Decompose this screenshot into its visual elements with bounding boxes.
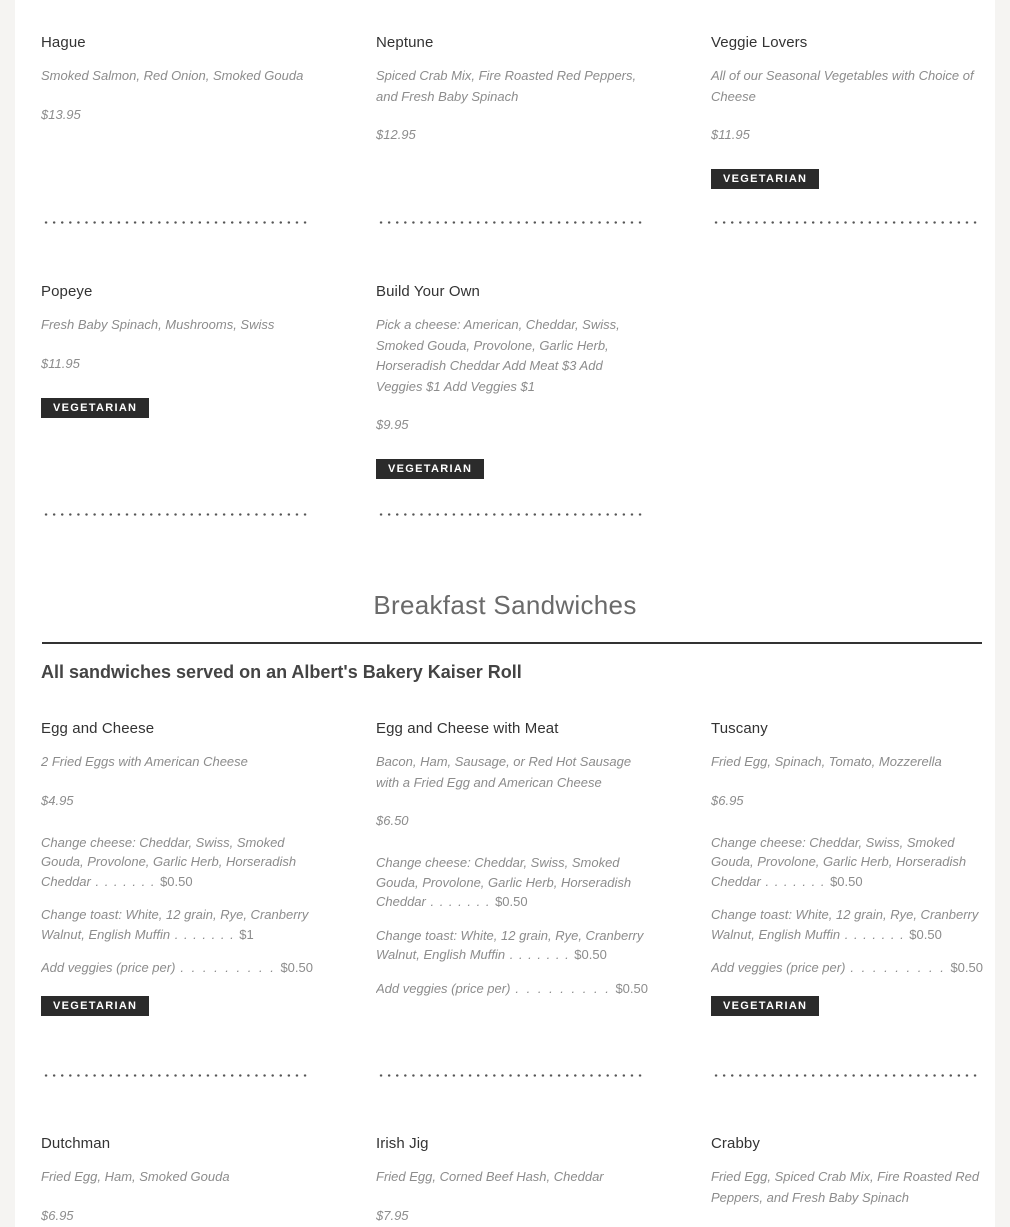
option-price: $0.50: [574, 947, 607, 962]
item-price: $11.95: [41, 355, 80, 371]
option-text: Add veggies (price per): [711, 960, 846, 975]
option-leader: . . . . . . .: [170, 926, 240, 942]
dotted-divider: [712, 221, 980, 224]
item-name: Tuscany: [711, 720, 768, 737]
item-name: Crabby: [711, 1135, 760, 1152]
item-description: Fried Egg, Ham, Smoked Gouda: [41, 1169, 230, 1184]
menu-item: [41, 719, 321, 1016]
item-options: [376, 853, 648, 998]
item-name: Veggie Lovers: [711, 34, 808, 51]
menu-item: [41, 33, 321, 124]
section-rule: [42, 642, 982, 644]
section-subtitle: All sandwiches served on an Albert's Bakery Kaiser Roll: [41, 662, 522, 682]
option-text: Add veggies (price per): [376, 980, 511, 996]
option-line: [376, 926, 648, 965]
option-leader: . . . . . . .: [505, 947, 575, 962]
item-price: $6.50: [376, 813, 409, 828]
option-line: [376, 979, 648, 999]
option-leader: . . . . . . .: [90, 873, 161, 889]
option-price: $0.50: [615, 980, 648, 996]
item-description: Fried Egg, Spinach, Tomato, Mozzerella: [711, 754, 942, 769]
dotted-divider: [42, 513, 310, 516]
menu-item: [711, 1134, 991, 1208]
item-price: $6.95: [41, 1207, 74, 1223]
option-line: [41, 958, 313, 978]
item-price: $6.95: [711, 792, 744, 808]
option-text: Change toast: White, 12 grain, Rye, Cranberry Walnut, English Muffin: [376, 927, 644, 962]
vegetarian-badge: VEGETARIAN: [376, 459, 484, 479]
option-line: [41, 833, 313, 892]
dotted-divider: [377, 221, 645, 224]
item-options: [711, 833, 983, 978]
dotted-divider: [377, 1074, 645, 1077]
dotted-divider: [712, 1074, 980, 1077]
vegetarian-badge: VEGETARIAN: [41, 996, 149, 1016]
item-description: 2 Fried Eggs with American Cheese: [41, 754, 248, 769]
item-name: Dutchman: [41, 1135, 111, 1152]
menu-item: [41, 1134, 321, 1225]
option-leader: [180, 958, 275, 978]
item-price: $7.95: [376, 1207, 409, 1223]
option-price: $1: [239, 926, 254, 942]
item-name: Egg and Cheese with Meat: [376, 720, 559, 737]
item-name: Build Your Own: [376, 283, 480, 300]
vegetarian-badge: VEGETARIAN: [711, 169, 819, 189]
option-line: [711, 905, 983, 944]
item-name: Hague: [41, 34, 86, 51]
vegetarian-badge: VEGETARIAN: [41, 398, 149, 418]
item-options: [41, 833, 313, 978]
menu-item: [376, 282, 656, 479]
option-line: [376, 853, 648, 912]
option-price: $0.50: [950, 960, 983, 975]
option-text: Change cheese: Cheddar, Swiss, Smoked Gouda, Provolone, Garlic Herb, Horseradish Cheddar: [41, 834, 297, 889]
item-description: Pick a cheese: American, Cheddar, Swiss, Smoked Gouda, Provolone, Garlic Herb, Horseradish Cheddar Add Meat $3 Add Veggies $1 Add Veggies $1: [376, 317, 620, 394]
item-price: $9.95: [376, 417, 409, 432]
menu-item: [376, 719, 656, 1012]
menu-item: [711, 719, 991, 1016]
option-line: [711, 833, 983, 892]
menu-item: [376, 33, 656, 144]
option-leader: [850, 958, 945, 978]
option-text: Change cheese: Cheddar, Swiss, Smoked Gouda, Provolone, Garlic Herb, Horseradish Cheddar: [376, 855, 632, 909]
item-description: Smoked Salmon, Red Onion, Smoked Gouda: [41, 68, 304, 83]
option-price: $0.50: [495, 894, 528, 909]
item-name: Popeye: [41, 283, 93, 300]
item-name: Irish Jig: [376, 1135, 429, 1152]
option-leader: . . . . . . .: [425, 894, 496, 909]
option-price: $0.50: [280, 960, 313, 975]
item-price: $4.95: [41, 792, 74, 808]
option-text: Change cheese: Cheddar, Swiss, Smoked Gouda, Provolone, Garlic Herb, Horseradish Cheddar: [711, 834, 967, 889]
dotted-divider: [42, 221, 310, 224]
option-leader: . . . . . . .: [760, 873, 831, 889]
option-line: [41, 905, 313, 944]
item-description: All of our Seasonal Vegetables with Choice of Cheese: [711, 68, 974, 104]
item-description: Bacon, Ham, Sausage, or Red Hot Sausage with a Fried Egg and American Cheese: [376, 754, 632, 790]
item-price: $13.95: [41, 106, 81, 122]
menu-page: [15, 0, 995, 1227]
menu-item: [376, 1134, 656, 1225]
item-price: $12.95: [376, 127, 416, 142]
option-text: Add veggies (price per): [41, 960, 176, 975]
option-price: $0.50: [160, 873, 193, 889]
option-text: Change toast: White, 12 grain, Rye, Cranberry Walnut, English Muffin: [711, 907, 979, 942]
item-description: Fried Egg, Corned Beef Hash, Cheddar: [376, 1169, 604, 1184]
menu-item: [41, 282, 321, 418]
item-description: Fresh Baby Spinach, Mushrooms, Swiss: [41, 317, 275, 332]
option-text: Change toast: White, 12 grain, Rye, Cranberry Walnut, English Muffin: [41, 907, 309, 942]
vegetarian-badge: VEGETARIAN: [711, 996, 819, 1016]
dotted-divider: [377, 513, 645, 516]
item-description: Fried Egg, Spiced Crab Mix, Fire Roasted Red Peppers, and Fresh Baby Spinach: [711, 1169, 980, 1205]
section-title: Breakfast Sandwiches: [373, 590, 637, 620]
item-name: Egg and Cheese: [41, 720, 155, 737]
option-leader: . . . . . . .: [840, 926, 910, 942]
item-description: Spiced Crab Mix, Fire Roasted Red Peppers, and Fresh Baby Spinach: [376, 68, 637, 104]
option-price: $0.50: [830, 873, 863, 889]
option-leader: [515, 979, 610, 999]
dotted-divider: [42, 1074, 310, 1077]
item-price: $11.95: [711, 127, 750, 142]
item-name: Neptune: [376, 34, 434, 51]
menu-item: [711, 33, 991, 189]
option-line: [711, 958, 983, 978]
option-price: $0.50: [909, 926, 942, 942]
